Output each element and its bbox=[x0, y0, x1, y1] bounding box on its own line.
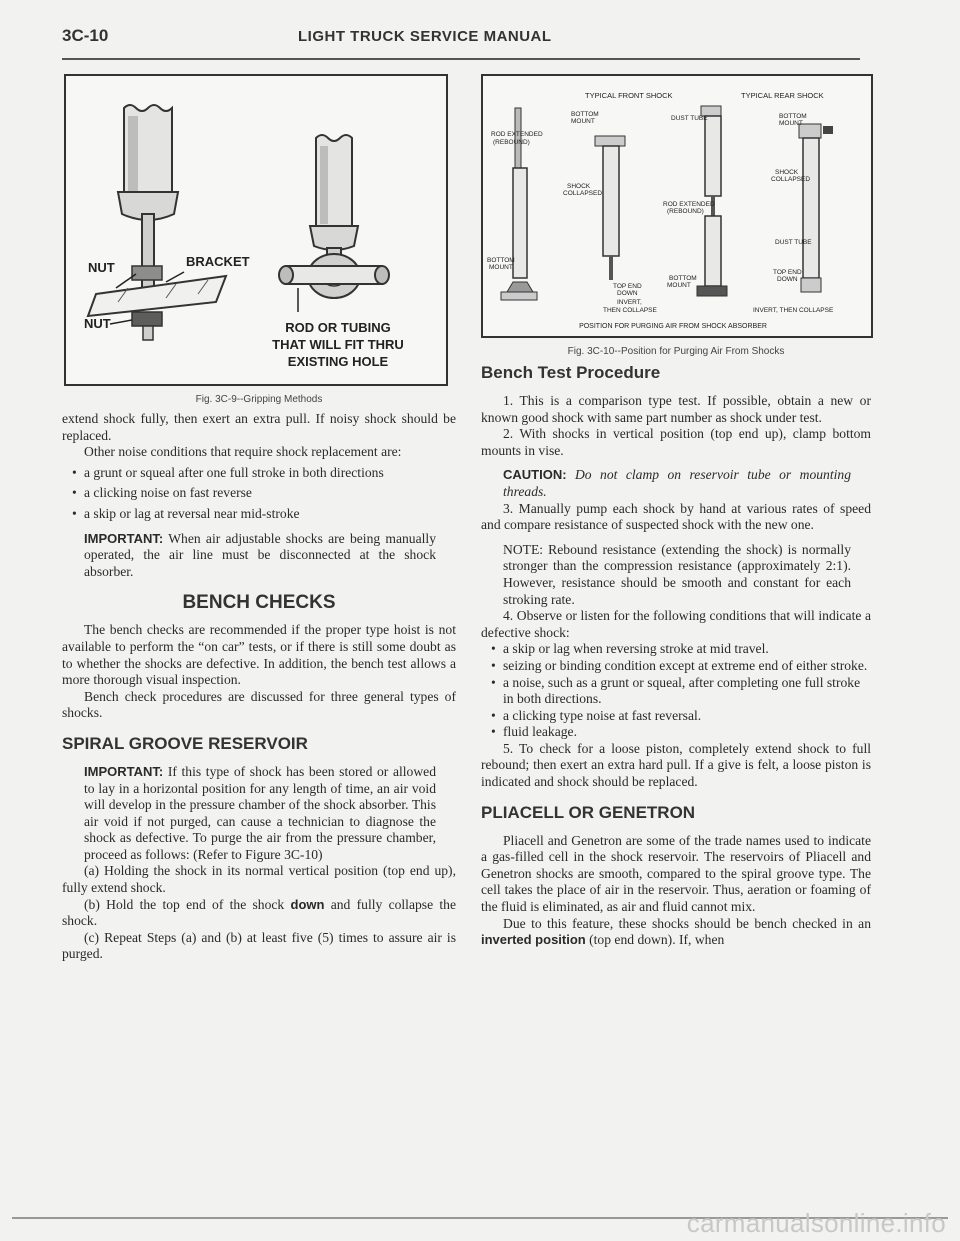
label-invert: INVERT, bbox=[617, 299, 642, 306]
label-front-shock: TYPICAL FRONT SHOCK bbox=[585, 91, 673, 100]
note-rebound: NOTE: Rebound resistance (extending the shock) is normally stronger than the compression resistance (approximately 2:1). However, resistance should be smooth and constant for each stroking rate. bbox=[503, 541, 851, 607]
list-item: • a clicking noise on fast reverse bbox=[62, 485, 456, 502]
step-b-text: (b) Hold the top end of the shock bbox=[84, 896, 291, 912]
text-p3: The bench checks are recommended if the proper type hoist is not available to perform the “on car” tests, or if there is still some doubt as to whether the shocks are defective. In addition, the bench test allows a more thorough visual inspection. bbox=[62, 622, 456, 688]
heading-bench-checks: BENCH CHECKS bbox=[182, 592, 336, 614]
text-pliacell-1: Pliacell and Genetron are some of the trade names used to indicate a gas-filled cell in the shock reservoir. The reservoirs of Pliacell and Genetron shocks are smooth, compared to the spiral groove type. The cell takes the place of air in the reservoir. Thus, aeration or foaming of the fluid is eliminated, as air and fluid cannot mix. bbox=[481, 832, 871, 915]
label-down: DOWN bbox=[617, 290, 638, 297]
page-title: LIGHT TRUCK SERVICE MANUAL bbox=[298, 28, 552, 45]
label-top-end: TOP END bbox=[613, 283, 642, 290]
page-number: 3C-10 bbox=[62, 26, 109, 45]
label-rod-extended: ROD EXTENDED bbox=[491, 131, 543, 138]
label-dust-tube: DUST TUBE bbox=[671, 115, 708, 122]
caution-label: CAUTION: bbox=[503, 467, 567, 483]
step-a: (a) Holding the shock in its normal vertical position (top end up), fully extend shock. bbox=[62, 863, 456, 896]
text-p1: extend shock fully, then exert an extra pull. If noisy shock should be replaced. bbox=[62, 411, 456, 443]
label-collapsed: COLLAPSED bbox=[771, 176, 811, 183]
list-item: • seizing or binding condition except at extreme end of either stroke. bbox=[481, 658, 871, 675]
label-mount: MOUNT bbox=[571, 118, 595, 125]
heading-bench-test-procedure: Bench Test Procedure bbox=[481, 363, 661, 382]
important-note-2 bbox=[62, 764, 456, 864]
label-then-collapse: THEN COLLAPSE bbox=[603, 307, 657, 314]
pliacell-text: Due to this feature, these shocks should be bench checked in an bbox=[503, 915, 871, 931]
label-rod-line3: EXISTING HOLE bbox=[287, 354, 389, 369]
list-item: • a noise, such as a grunt or squeal, after completing one full stroke in both directions. bbox=[481, 675, 871, 708]
list-item: • a skip or lag when reversing stroke at mid travel. bbox=[481, 641, 871, 658]
figure-gripping-methods bbox=[64, 74, 448, 386]
step-3: 3. Manually pump each shock by hand at various rates of speed and compare resistance of suspected shock with the new one. bbox=[481, 500, 871, 533]
figure-caption-3c9: Fig. 3C-9--Gripping Methods bbox=[195, 394, 323, 405]
right-column bbox=[481, 74, 871, 949]
heading-spiral-groove: SPIRAL GROOVE RESERVOIR bbox=[62, 733, 308, 753]
important-text: If this type of shock has been stored or allowed to lay in a horizontal position for any length of time, an air void will develop in the pressure chamber of the shock absorber. This air void if not purged, can cause a technician to diagnose the shock as defective. To purge the air from the pressure chamber, proceed as follows: (Refer to Figure 3C-10) bbox=[84, 763, 436, 862]
label-collapsed: COLLAPSED bbox=[563, 190, 603, 197]
gripping-methods-illustration bbox=[66, 76, 446, 384]
step-c: (c) Repeat Steps (a) and (b) at least five (5) times to assure air is purged. bbox=[62, 929, 456, 962]
pliacell-keyword: inverted position bbox=[481, 932, 586, 948]
caution-note bbox=[481, 467, 871, 500]
label-dust-tube: DUST TUBE bbox=[775, 239, 812, 246]
label-rod-extended: ROD EXTENDED bbox=[663, 201, 715, 208]
label-mount: MOUNT bbox=[667, 282, 691, 289]
important-label: IMPORTANT: bbox=[84, 530, 164, 546]
label-mount: MOUNT bbox=[779, 120, 803, 127]
list-item: • a skip or lag at reversal near mid-stroke bbox=[62, 506, 456, 523]
step-4: 4. Observe or listen for the following conditions that will indicate a defective shock: bbox=[481, 608, 871, 640]
pliacell-text-end: (top end down). If, when bbox=[585, 932, 725, 948]
label-nut-top: NUT bbox=[88, 260, 115, 275]
left-column bbox=[62, 74, 456, 963]
label-bottom: BOTTOM bbox=[779, 113, 807, 120]
label-bottom: BOTTOM bbox=[669, 275, 697, 282]
step-b bbox=[62, 897, 456, 930]
label-nut-bottom: NUT bbox=[84, 316, 111, 331]
list-item: • a grunt or squeal after one full stroke in both directions bbox=[62, 465, 456, 482]
label-rod-line1: ROD OR TUBING bbox=[285, 320, 391, 335]
label-rod-line2: THAT WILL FIT THRU bbox=[272, 337, 404, 352]
label-position-purging: POSITION FOR PURGING AIR FROM SHOCK ABSORBER bbox=[579, 323, 767, 330]
label-rebound: (REBOUND) bbox=[493, 139, 530, 146]
text-p4: Bench check procedures are discussed for three general types of shocks. bbox=[62, 688, 456, 721]
label-bracket: BRACKET bbox=[186, 254, 250, 269]
heading-pliacell: PLIACELL OR GENETRON bbox=[481, 802, 696, 822]
figure-caption-3c10: Fig. 3C-10--Position for Purging Air From Shocks bbox=[567, 346, 785, 357]
step-b-text-end: and fully collapse the shock. bbox=[62, 896, 456, 929]
watermark: carmanualsonline.info bbox=[686, 1208, 946, 1238]
label-shock: SHOCK bbox=[567, 183, 591, 190]
label-bottom: BOTTOM bbox=[571, 111, 599, 118]
label-top-end: TOP END bbox=[773, 269, 802, 276]
caution-text: Do not clamp on reservoir tube or mounting threads. bbox=[503, 467, 851, 499]
label-shock: SHOCK bbox=[775, 169, 799, 176]
label-rebound: (REBOUND) bbox=[667, 208, 704, 215]
important-label: IMPORTANT: bbox=[84, 763, 164, 779]
step-b-keyword: down bbox=[290, 896, 325, 912]
label-rear-shock: TYPICAL REAR SHOCK bbox=[741, 91, 824, 100]
label-invert-then-collapse: INVERT, THEN COLLAPSE bbox=[753, 307, 834, 314]
step-5: 5. To check for a loose piston, completely extend shock to full rebound; then exert an extra hard pull. If a give is felt, a loose piston is indicated and shock should be replaced. bbox=[481, 740, 871, 790]
list-item: • fluid leakage. bbox=[481, 724, 871, 741]
label-down: DOWN bbox=[777, 276, 798, 283]
figure-purging-air bbox=[481, 74, 873, 338]
step-1: 1. This is a comparison type test. If possible, obtain a new or known good shock with same part number as shock under test. bbox=[481, 393, 871, 425]
purging-air-illustration bbox=[483, 76, 871, 336]
page-header bbox=[62, 22, 860, 60]
label-mount: MOUNT bbox=[489, 264, 513, 271]
list-item: • a clicking type noise at fast reversal. bbox=[481, 708, 871, 725]
text-p2: Other noise conditions that require shock replacement are: bbox=[84, 444, 402, 460]
important-note-1 bbox=[62, 531, 456, 581]
label-bottom: BOTTOM bbox=[487, 257, 515, 264]
important-text: When air adjustable shocks are being manually operated, the air line must be disconnected at the shock absorber. bbox=[84, 530, 436, 579]
step-2: 2. With shocks in vertical position (top end up), clamp bottom mounts in vise. bbox=[481, 426, 871, 458]
text-pliacell-2 bbox=[481, 916, 871, 949]
